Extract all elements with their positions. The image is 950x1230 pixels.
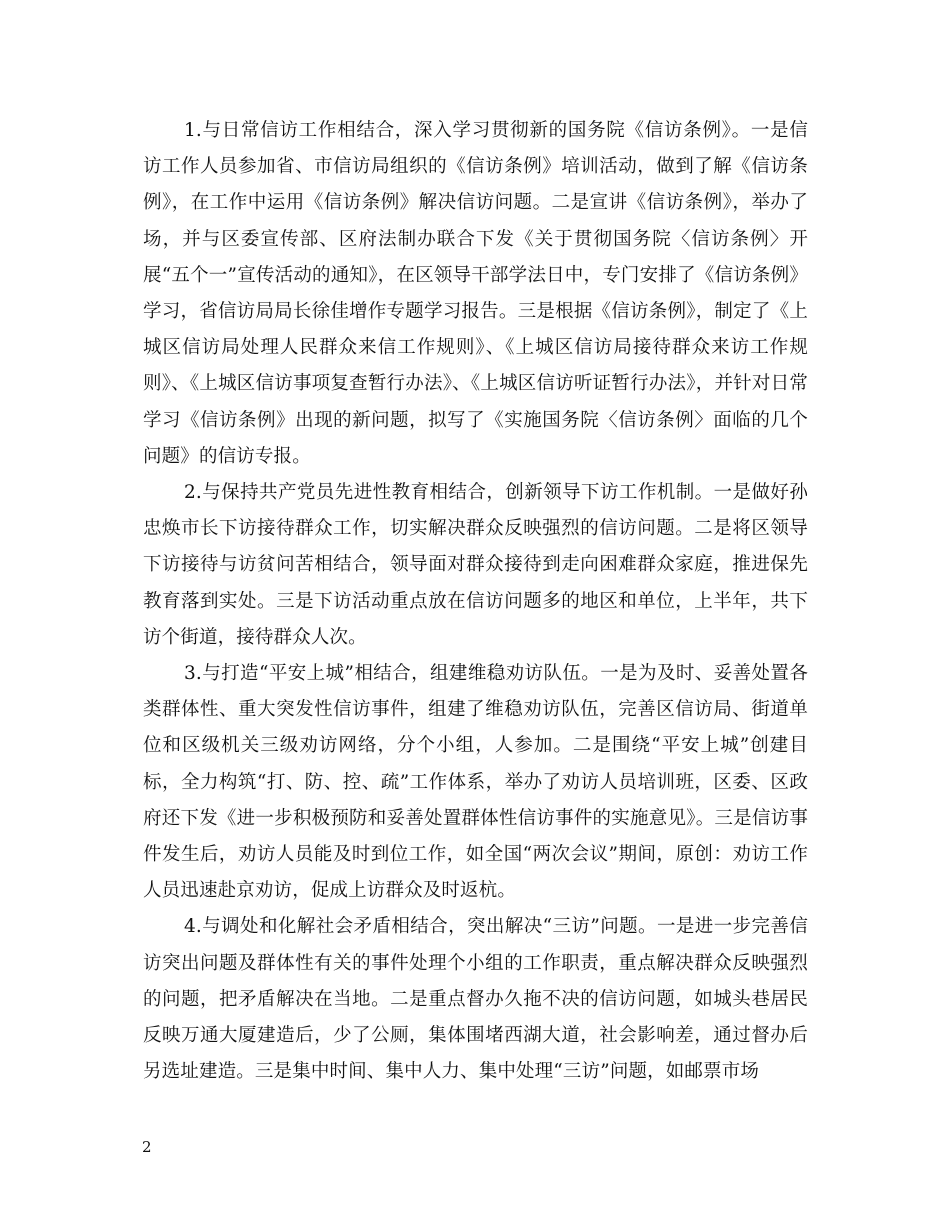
document-body bbox=[143, 113, 808, 1090]
paragraph-1: 1.与日常信访工作相结合，深入学习贯彻新的国务院《信访条例》。一是信访工作人员参加省、市信访局组织的《信访条例》培训活动，做到了解《信访条例》，在工作中运用《信访条例》解决信访问题。二是宣讲《信访条例》，举办了场，并与区委宣传部、区府法制办联合下发《关于贯彻国务院〈信访条例〉开展“五个一”宣传活动的通知》，在区领导干部学法日中，专门安排了《信访条例》学习，省信访局局长徐佳增作专题学习报告。三是根据《信访条例》，制定了《上城区信访局处理人民群众来信工作规则》、《上城区信访局接待群众来访工作规则》、《上城区信访事项复查暂行办法》、《上城区信访听证暂行办法》，并针对日常学习《信访条例》出现的新问题，拟写了《实施国务院〈信访条例〉面临的几个问题》的信访专报。 bbox=[143, 120, 808, 467]
paragraph-3: 3.与打造“平安上城”相结合，组建维稳劝访队伍。一是为及时、妥善处置各类群体性、重大突发性信访事件，组建了维稳劝访队伍，完善区信访局、街道单位和区级机关三级劝访网络，分个小组，人参加。二是围绕“平安上城”创建目标，全力构筑“打、防、控、疏”工作体系，举办了劝访人员培训班，区委、区政府还下发《进一步积极预防和妥善处置群体性信访事件的实施意见》。三是信访事件发生后，劝访人员能及时到位工作，如全国“两次会议”期间，原创：劝访工作人员迅速赴京劝访，促成上访群众及时返杭。 bbox=[143, 663, 808, 902]
page-number: 2 bbox=[142, 1138, 152, 1156]
paragraph-4: 4.与调处和化解社会矛盾相结合，突出解决“三访”问题。一是进一步完善信访突出问题及群体性有关的事件处理个小组的工作职责，重点解决群众反映强烈的问题，把矛盾解决在当地。二是重点督办久拖不决的信访问题，如城头巷居民反映万通大厦建造后，少了公厕，集体围堵西湖大道，社会影响差，通过督办后另选址建造。三是集中时间、集中人力、集中处理“三访”问题，如邮票市场 bbox=[143, 916, 808, 1083]
paragraph-2: 2.与保持共产党员先进性教育相结合，创新领导下访工作机制。一是做好孙忠焕市长下访接待群众工作，切实解决群众反映强烈的信访问题。二是将区领导下访接待与访贫问苦相结合，领导面对群众接待到走向困难群众家庭，推进保先教育落到实处。三是下访活动重点放在信访问题多的地区和单位，上半年，共下访个街道，接待群众人次。 bbox=[143, 482, 808, 648]
